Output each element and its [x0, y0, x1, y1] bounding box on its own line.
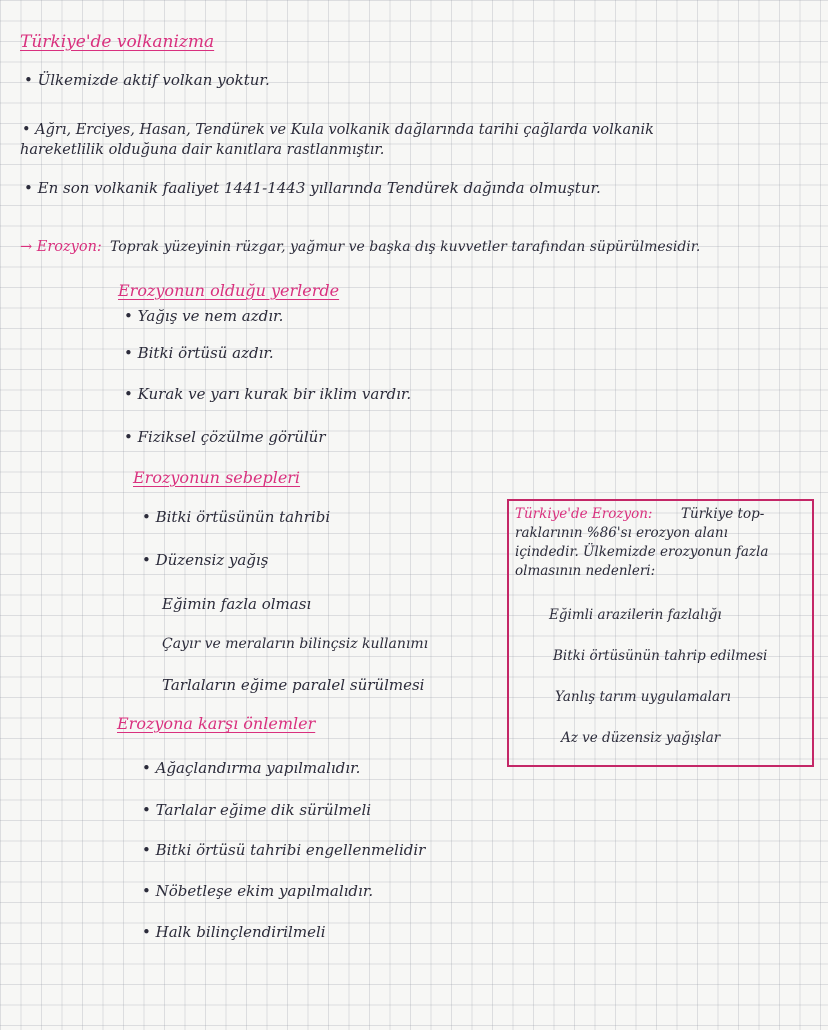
erosion-measure-item: • Tarlalar eğime dik sürülmeli — [142, 801, 372, 819]
erosion-measure-item: • Ağaçlandırma yapılmalıdır. — [142, 759, 361, 777]
volcanism-bullet-2-line-1: • Ağrı, Erciyes, Hasan, Tendürek ve Kula volkanik dağlarında tarihi çağlarda volkanik — [22, 122, 654, 138]
erosion-info-box — [507, 499, 814, 767]
box-text-line: içindedir. Ülkemizde erozyonun fazla — [515, 544, 769, 560]
erosion-causes-heading: Erozyonun sebepleri — [133, 468, 301, 487]
erosion-measure-item: • Bitki örtüsü tahribi engellenmelidir — [142, 841, 426, 859]
page-title: Türkiye'de volkanizma — [20, 32, 215, 52]
volcanism-bullet-2-line-2: hareketlilik olduğuna dair kanıtlara rastlanmıştır. — [20, 142, 385, 158]
erosion-measure-item: • Halk bilinçlendirilmeli — [142, 923, 326, 941]
box-reason-item: Az ve düzensiz yağışlar — [561, 730, 721, 746]
erosion-cause-item: Eğimin fazla olması — [162, 595, 312, 613]
box-reason-item: Bitki örtüsünün tahrip edilmesi — [553, 648, 768, 664]
erosion-cause-item: • Düzensiz yağış — [142, 551, 269, 569]
erosion-place-item: • Yağış ve nem azdır. — [124, 307, 284, 325]
volcanism-bullet-1: • Ülkemizde aktif volkan yoktur. — [24, 71, 270, 89]
erosion-place-item: • Kurak ve yarı kurak bir iklim vardır. — [124, 385, 412, 403]
erosion-place-item: • Bitki örtüsü azdır. — [124, 344, 274, 362]
box-text-line: Türkiye top- — [681, 506, 765, 522]
erosion-definition: Toprak yüzeyinin rüzgar, yağmur ve başka dış kuvvetler tarafından süpürülmesidir. — [110, 239, 701, 255]
erosion-places-heading: Erozyonun olduğu yerlerde — [118, 281, 340, 300]
box-text-line: raklarının %86'sı erozyon alanı — [515, 525, 728, 541]
erosion-cause-item: Çayır ve meraların bilinçsiz kullanımı — [162, 636, 429, 652]
erosion-cause-item: Tarlaların eğime paralel sürülmesi — [162, 676, 425, 694]
erosion-place-item: • Fiziksel çözülme görülür — [124, 428, 326, 446]
volcanism-bullet-3: • En son volkanik faaliyet 1441-1443 yıllarında Tendürek dağında olmuştur. — [24, 179, 601, 197]
box-reason-item: Yanlış tarım uygulamaları — [555, 689, 731, 705]
box-text-line: olmasının nedenleri: — [515, 563, 656, 579]
erosion-measures-heading: Erozyona karşı önlemler — [117, 714, 316, 733]
box-reason-item: Eğimli arazilerin fazlalığı — [549, 607, 722, 623]
erosion-measure-item: • Nöbetleşe ekim yapılmalıdır. — [142, 882, 374, 900]
erosion-cause-item: • Bitki örtüsünün tahribi — [142, 508, 331, 526]
box-title: Türkiye'de Erozyon: — [515, 506, 653, 522]
erosion-arrow-label: → Erozyon: — [20, 239, 102, 255]
